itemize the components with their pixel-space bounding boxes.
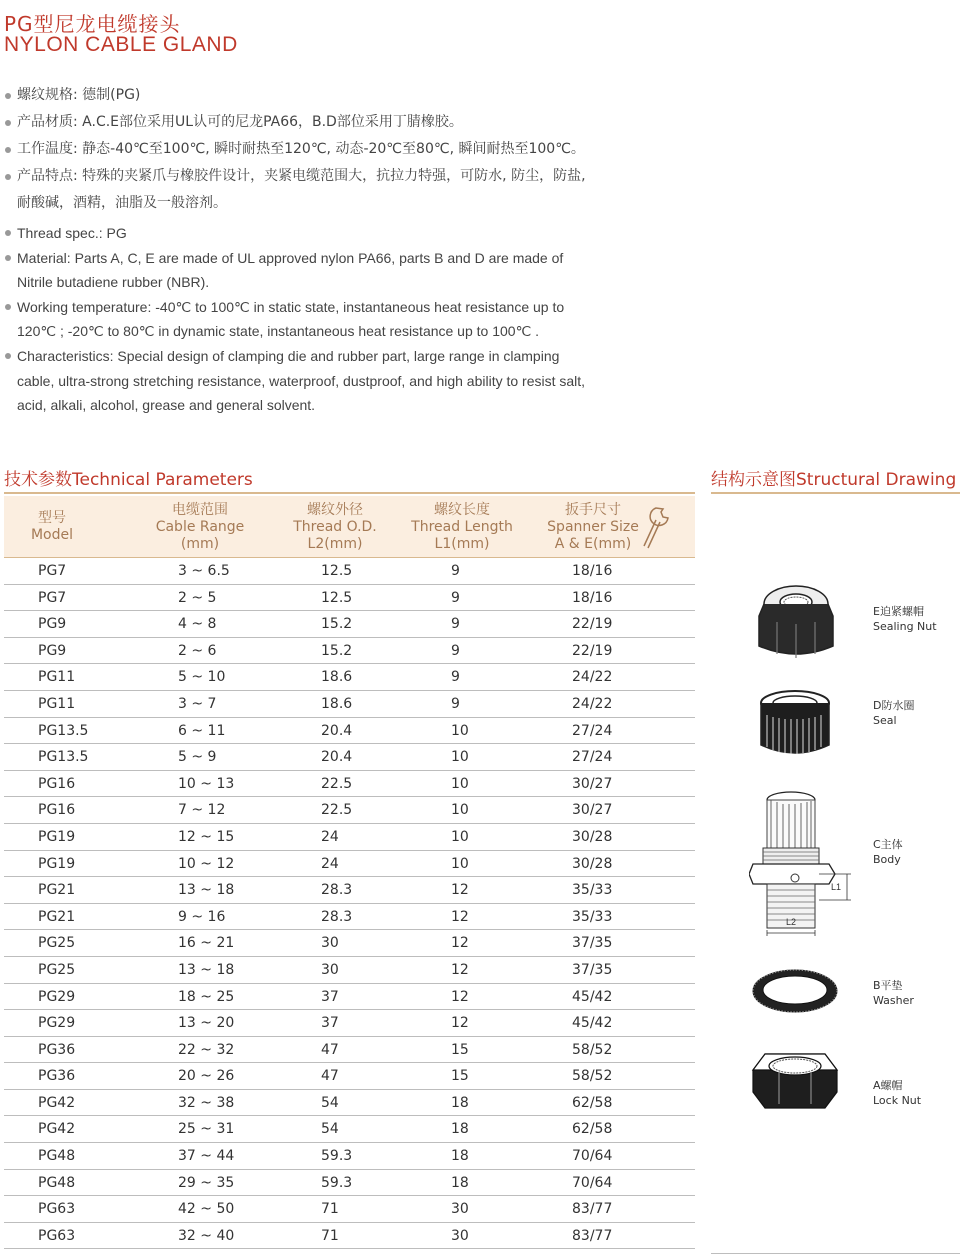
cell-cable-range: 5 ~ 10 [178, 669, 226, 686]
cell-cable-range: 4 ~ 8 [178, 616, 217, 633]
cell-thread-length: 10 [451, 749, 469, 766]
cell-cable-range: 37 ~ 44 [178, 1148, 235, 1165]
cell-cable-range: 13 ~ 20 [178, 1015, 235, 1032]
table-row [4, 1010, 695, 1037]
table-row [4, 638, 695, 665]
header-en: Cable Range [155, 519, 245, 535]
lock-nut-icon [749, 1048, 841, 1116]
seal-icon [755, 689, 835, 761]
table-row [4, 1090, 695, 1117]
cell-thread-od: 18.6 [321, 669, 353, 686]
cell-model: PG63 [38, 1201, 76, 1218]
cell-model: PG42 [38, 1121, 76, 1138]
table-row [4, 824, 695, 851]
header-cn: 螺纹外径 [307, 502, 363, 518]
header-cn: 型号 [38, 510, 66, 526]
header-en: Model [30, 527, 74, 543]
table-row [4, 585, 695, 612]
cell-model: PG21 [38, 908, 76, 925]
cell-thread-od: 54 [321, 1121, 339, 1138]
cell-model: PG19 [38, 855, 76, 872]
section-divider [4, 492, 695, 494]
cell-thread-length: 12 [451, 908, 469, 925]
cell-spanner-size: 24/22 [572, 669, 613, 686]
table-row [4, 851, 695, 878]
cell-cable-range: 5 ~ 9 [178, 749, 217, 766]
cell-cable-range: 2 ~ 6 [178, 642, 217, 659]
cell-thread-length: 9 [451, 695, 460, 712]
cell-thread-length: 18 [451, 1121, 469, 1138]
table-row [4, 1170, 695, 1197]
table-row [4, 930, 695, 957]
cell-cable-range: 20 ~ 26 [178, 1068, 235, 1085]
parameters-table [4, 558, 695, 1249]
table-header [4, 496, 695, 558]
cell-spanner-size: 35/33 [572, 908, 613, 925]
cell-thread-od: 71 [321, 1227, 339, 1244]
cell-spanner-size: 24/22 [572, 695, 613, 712]
cell-cable-range: 32 ~ 40 [178, 1227, 235, 1244]
cell-model: PG16 [38, 775, 76, 792]
cell-spanner-size: 37/35 [572, 935, 613, 952]
page-title-en: NYLON CABLE GLAND [4, 33, 238, 56]
cell-thread-length: 12 [451, 988, 469, 1005]
cell-spanner-size: 62/58 [572, 1094, 613, 1111]
cell-thread-od: 15.2 [321, 616, 353, 633]
cell-spanner-size: 30/28 [572, 855, 613, 872]
cell-thread-od: 15.2 [321, 642, 353, 659]
cell-cable-range: 3 ~ 7 [178, 695, 217, 712]
cell-thread-od: 54 [321, 1094, 339, 1111]
cell-cable-range: 10 ~ 13 [178, 775, 235, 792]
part-label-washer: B平垫 Washer [873, 979, 914, 1007]
cell-spanner-size: 30/27 [572, 775, 613, 792]
cell-thread-length: 10 [451, 802, 469, 819]
part-label-body: C主体 Body [873, 838, 903, 866]
table-row [4, 797, 695, 824]
cell-model: PG11 [38, 669, 76, 686]
table-row [4, 904, 695, 931]
cell-cable-range: 10 ~ 12 [178, 855, 235, 872]
table-row [4, 664, 695, 691]
cell-model: PG63 [38, 1227, 76, 1244]
cell-thread-od: 20.4 [321, 749, 353, 766]
structural-drawing-title: 结构示意图Structural Drawing [711, 470, 957, 490]
cell-model: PG13.5 [38, 749, 89, 766]
header-en: Thread O.D. [293, 519, 377, 535]
spec-list-en [4, 221, 594, 418]
cell-model: PG9 [38, 616, 67, 633]
cell-spanner-size: 27/24 [572, 749, 613, 766]
table-row [4, 611, 695, 638]
cell-thread-od: 12.5 [321, 563, 353, 579]
cell-thread-od: 47 [321, 1041, 339, 1058]
cell-spanner-size: 58/52 [572, 1068, 613, 1085]
table-row [4, 1116, 695, 1143]
cell-model: PG48 [38, 1148, 76, 1165]
table-row [4, 1223, 695, 1250]
cell-cable-range: 18 ~ 25 [178, 988, 235, 1005]
cell-thread-length: 9 [451, 669, 460, 686]
table-row [4, 877, 695, 904]
cell-thread-length: 9 [451, 589, 460, 606]
washer-icon [749, 966, 841, 1016]
cell-thread-length: 10 [451, 722, 469, 739]
cell-thread-length: 9 [451, 563, 460, 579]
header-thread-length [398, 502, 526, 553]
cell-cable-range: 42 ~ 50 [178, 1201, 235, 1218]
spec-item: 工作温度: 静态-40℃至100℃, 瞬时耐热至120℃, 动态-20℃至80℃, 瞬间耐热至100℃。 [4, 136, 594, 163]
cell-spanner-size: 45/42 [572, 1015, 613, 1032]
cell-thread-od: 47 [321, 1068, 339, 1085]
cell-model: PG7 [38, 563, 67, 579]
cell-thread-od: 37 [321, 1015, 339, 1032]
table-row [4, 1196, 695, 1223]
cell-thread-length: 15 [451, 1068, 469, 1085]
cell-cable-range: 12 ~ 15 [178, 828, 235, 845]
cell-spanner-size: 18/16 [572, 589, 613, 606]
cell-thread-od: 22.5 [321, 802, 353, 819]
header-en: Thread Length [411, 519, 513, 535]
technical-parameters-title: 技术参数Technical Parameters [4, 470, 253, 490]
table-row [4, 1143, 695, 1170]
cell-spanner-size: 83/77 [572, 1201, 613, 1218]
cell-model: PG36 [38, 1068, 76, 1085]
part-label-lock-nut: A螺帽 Lock Nut [873, 1079, 922, 1107]
cell-thread-od: 28.3 [321, 908, 353, 925]
cell-cable-range: 22 ~ 32 [178, 1041, 235, 1058]
cell-spanner-size: 22/19 [572, 616, 613, 633]
cell-spanner-size: 58/52 [572, 1041, 613, 1058]
spec-item: Thread spec.: PG [4, 221, 594, 246]
header-unit: (mm) [180, 536, 220, 552]
spec-item: 螺纹规格: 德制(PG) [4, 82, 594, 109]
dimension-label-l2: L2 [786, 917, 797, 927]
table-row [4, 1063, 695, 1090]
cell-thread-length: 15 [451, 1041, 469, 1058]
cell-cable-range: 16 ~ 21 [178, 935, 235, 952]
spec-list-cn [4, 82, 594, 217]
table-row [4, 718, 695, 745]
wrench-icon [638, 504, 672, 550]
cell-cable-range: 6 ~ 11 [178, 722, 226, 739]
cell-thread-length: 10 [451, 828, 469, 845]
cell-spanner-size: 70/64 [572, 1148, 613, 1165]
cell-thread-od: 24 [321, 855, 339, 872]
cell-spanner-size: 30/27 [572, 802, 613, 819]
cell-model: PG13.5 [38, 722, 89, 739]
header-thread-od [270, 502, 400, 553]
cell-cable-range: 25 ~ 31 [178, 1121, 235, 1138]
cell-thread-length: 30 [451, 1201, 469, 1218]
cell-spanner-size: 62/58 [572, 1121, 613, 1138]
header-cn: 电缆范围 [172, 502, 228, 518]
cell-thread-od: 59.3 [321, 1174, 353, 1191]
cell-thread-length: 12 [451, 882, 469, 899]
cell-thread-od: 37 [321, 988, 339, 1005]
cell-spanner-size: 27/24 [572, 722, 613, 739]
cell-cable-range: 2 ~ 5 [178, 589, 217, 606]
cell-thread-length: 30 [451, 1227, 469, 1244]
cell-model: PG16 [38, 802, 76, 819]
spec-item: 产品特点: 特殊的夹紧爪与橡胶件设计，夹紧电缆范围大，抗拉力特强，可防水, 防尘，防盐, 耐酸碱，酒精，油脂及一般溶剂。 [4, 163, 594, 217]
page-title-cn: PG型尼龙电缆接头 [4, 12, 181, 36]
cell-thread-od: 18.6 [321, 695, 353, 712]
cell-spanner-size: 22/19 [572, 642, 613, 659]
cell-thread-od: 30 [321, 935, 339, 952]
cell-thread-length: 12 [451, 961, 469, 978]
cell-thread-od: 22.5 [321, 775, 353, 792]
spec-item: Material: Parts A, C, E are made of UL approved nylon PA66, parts B and D are made of Nitrile butadiene rubber (NBR). [4, 246, 594, 295]
cell-spanner-size: 45/42 [572, 988, 613, 1005]
cell-cable-range: 32 ~ 38 [178, 1094, 235, 1111]
cell-spanner-size: 37/35 [572, 961, 613, 978]
cell-model: PG25 [38, 961, 76, 978]
header-unit: L2(mm) [307, 536, 363, 552]
part-label-seal: D防水圈 Seal [873, 699, 915, 727]
table-row [4, 1037, 695, 1064]
cell-thread-length: 10 [451, 855, 469, 872]
cell-model: PG7 [38, 589, 67, 606]
table-row [4, 691, 695, 718]
cell-spanner-size: 35/33 [572, 882, 613, 899]
cell-model: PG29 [38, 1015, 76, 1032]
table-row [4, 744, 695, 771]
header-cn: 螺纹长度 [434, 502, 490, 518]
cell-model: PG42 [38, 1094, 76, 1111]
table-row [4, 957, 695, 984]
cell-thread-od: 71 [321, 1201, 339, 1218]
cell-model: PG48 [38, 1174, 76, 1191]
cell-model: PG9 [38, 642, 67, 659]
spec-item: 产品材质: A.C.E部位采用UL认可的尼龙PA66，B.D部位采用丁腈橡胶。 [4, 109, 594, 136]
spec-item: Working temperature: -40℃ to 100℃ in static state, instantaneous heat resistance up to 120℃ ; -20℃ to 80℃ in dynamic state, instantaneous heat resistance up to 100℃ . [4, 295, 594, 344]
cell-thread-length: 18 [451, 1174, 469, 1191]
cell-thread-length: 18 [451, 1148, 469, 1165]
cell-thread-od: 24 [321, 828, 339, 845]
table-row [4, 558, 695, 585]
header-cn: 扳手尺寸 [565, 502, 621, 518]
cell-thread-od: 30 [321, 961, 339, 978]
structural-drawing [711, 494, 960, 1254]
cell-spanner-size: 70/64 [572, 1174, 613, 1191]
body-icon [749, 790, 871, 940]
table-row [4, 984, 695, 1011]
cell-spanner-size: 83/77 [572, 1227, 613, 1244]
cell-thread-length: 9 [451, 642, 460, 659]
cell-cable-range: 29 ~ 35 [178, 1174, 235, 1191]
cell-thread-od: 59.3 [321, 1148, 353, 1165]
dimension-label-l1: L1 [831, 882, 842, 892]
cell-cable-range: 13 ~ 18 [178, 882, 235, 899]
cell-cable-range: 7 ~ 12 [178, 802, 226, 819]
cell-model: PG29 [38, 988, 76, 1005]
sealing-nut-icon [751, 582, 841, 662]
header-unit: L1(mm) [434, 536, 490, 552]
cell-cable-range: 3 ~ 6.5 [178, 563, 230, 579]
cell-model: PG21 [38, 882, 76, 899]
cell-thread-od: 28.3 [321, 882, 353, 899]
header-model [12, 510, 92, 544]
cell-model: PG36 [38, 1041, 76, 1058]
cell-thread-od: 20.4 [321, 722, 353, 739]
cell-model: PG25 [38, 935, 76, 952]
header-cable-range [132, 502, 268, 553]
cell-thread-length: 12 [451, 1015, 469, 1032]
cell-spanner-size: 30/28 [572, 828, 613, 845]
cell-model: PG11 [38, 695, 76, 712]
header-unit: A & E(mm) [554, 536, 632, 552]
cell-spanner-size: 18/16 [572, 563, 613, 579]
cell-cable-range: 9 ~ 16 [178, 908, 226, 925]
cell-cable-range: 13 ~ 18 [178, 961, 235, 978]
cell-thread-length: 9 [451, 616, 460, 633]
cell-thread-length: 18 [451, 1094, 469, 1111]
spec-item: Characteristics: Special design of clamping die and rubber part, large range in clamping cable, ultra-strong stretching resistance, waterproof, dustproof, and high ability to resist salt, acid, alkali, alcohol, grease and general solvent. [4, 344, 594, 418]
table-row [4, 771, 695, 798]
cell-thread-length: 12 [451, 935, 469, 952]
part-label-sealing-nut: E迫紧螺帽 Sealing Nut [873, 605, 937, 633]
cell-thread-length: 10 [451, 775, 469, 792]
cell-thread-od: 12.5 [321, 589, 353, 606]
header-en: Spanner Size [547, 519, 639, 535]
cell-model: PG19 [38, 828, 76, 845]
